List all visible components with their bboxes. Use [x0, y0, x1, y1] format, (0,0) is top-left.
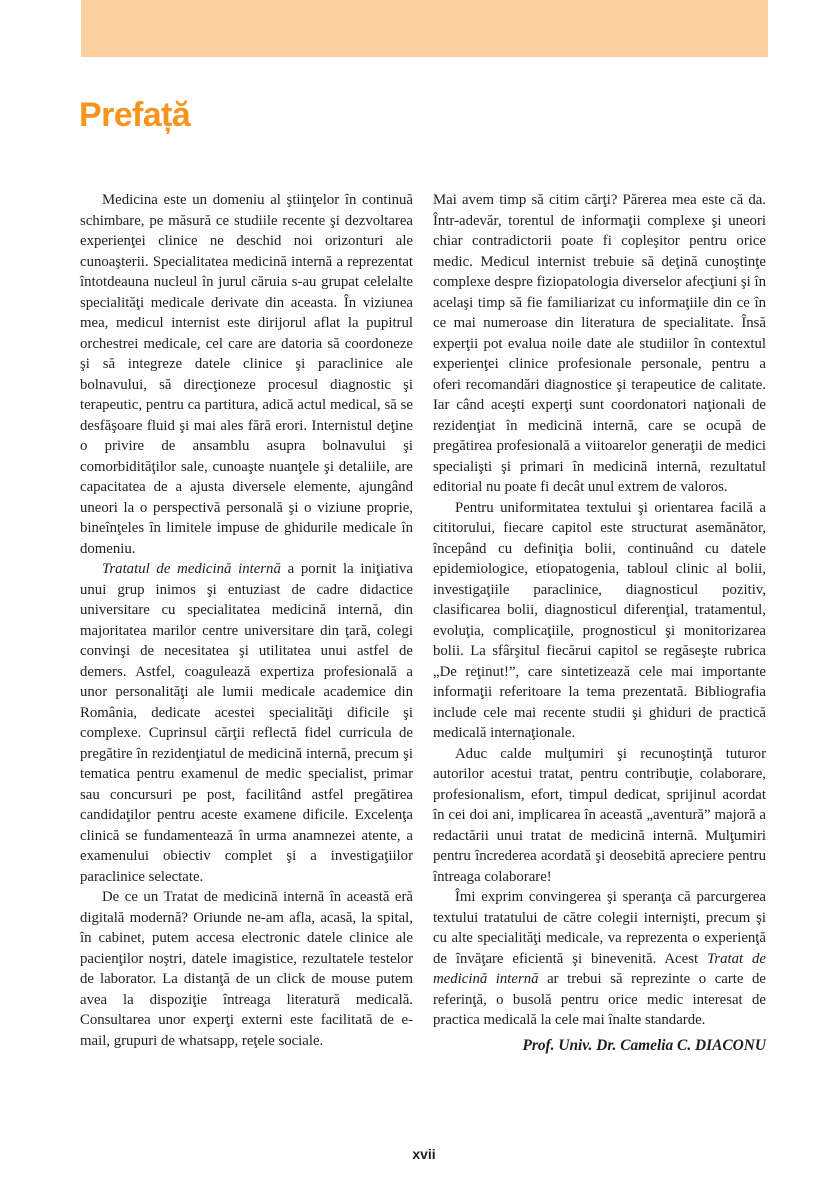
paragraph-tratat-origin	[80, 559, 413, 887]
left-column	[80, 190, 413, 1056]
paragraph-reading-time-text: Mai avem timp să citim cărţi? Părerea mea este că da. Într-adevăr, torentul de informaţii complexe şi uneori chiar contradictorii poate fi copleşitor pentru orice medic. Medicul internist trebuie să deţină cunoştinţe complexe despre fiziopatologia diverselor afecţiuni şi în acelaşi timp să fie familiarizat cu informaţiile din ce în ce mai numeroase din literatura de specialitate. Însă experţii pot evalua noile date ale studiilor în contextul experienţei clinice profesionale personale, pentru a oferi recomandări diagnostice şi terapeutice de calitate. Iar când aceşti experţi sunt coordonatori naţionali de rezidenţiat în medicină internă, care se ocupă de pregătirea profesională a viitoarelor generaţii de medici specialişti şi primari în medicină internă, rezultatul editorial nu poate fi decât unul extrem de valoros.	[433, 192, 766, 495]
paragraph-reading-time	[433, 190, 766, 498]
author-signature: Prof. Univ. Dr. Camelia C. DIACONU	[522, 1036, 766, 1054]
paragraph-digital-era-text: De ce un Tratat de medicină internă în această eră digitală modernă? Oriunde ne-am afla, acasă, la spital, în cabinet, putem accesa electronic datele clinice ale pacienţilor noştri, datele imagistice, rezultatele testelor de laborator. La distanţă de un click de mouse putem avea la dispoziţie întreaga literatură medicală. Consultarea unor experţi externi este facilitată de e-mail, grupuri de whatsapp, reţele sociale.	[80, 889, 413, 1049]
book-title-italic-2: Tratat de medicină internă	[433, 950, 766, 987]
book-title-italic: Tratatul de medicină internă	[102, 561, 281, 577]
paragraph-intro	[80, 190, 413, 559]
paragraph-closing-post: ar trebui să reprezinte o carte de referinţă, o busolă pentru orice medic interesat de practica medicală la cele mai înalte standarde.	[433, 971, 767, 1028]
paragraph-structure	[433, 498, 766, 744]
page-number: xvii	[412, 1146, 436, 1162]
paragraph-thanks-text: Aduc calde mulţumiri şi recunoştinţă tuturor autorilor acestui tratat, pentru contribuţie, colaborare, profesionalism, efort, timpul dedicat, sprijinul acordat în cei doi ani, implicarea în această „aventură” majoră a redactării unui tratat de medicină internă. Mulţumiri pentru încrederea acordată şi deosebită apreciere pentru întreaga colaborare!	[433, 745, 766, 885]
header-band	[81, 0, 768, 57]
text-columns	[80, 190, 766, 1056]
paragraph-intro-text: Medicina este un domeniu al ştiinţelor în continuă schimbare, pe măsură ce studiile recente şi dezvoltarea experienţei clinice ne deschid noi orizonturi ale cunoaşterii. Specialitatea medicină internă a reprezentat întotdeauna nucleul în jurul căruia s-au grupat celelalte specialităţi medicale derivate din aceasta. În viziunea mea, medicul internist este dirijorul aflat la pupitrul orchestrei medicale, cel care are datoria să coordoneze şi să integreze datele clinice şi paraclinice ale bolnavului, să direcţioneze procesul diagnostic şi terapeutic, pentru ca partitura, adică actul medical, să se desfăşoare fluid şi mai ales fără erori. Internistul deţine o privire de ansamblu asupra bolnavului şi comorbidităţilor sale, cunoaşte nuanţele şi detaliile, are capacitatea de a ajusta diversele elemente, ajungând uneori la o perspectivă personală şi o viziune proprie, bineînţeles în limitele impuse de ghidurile medicale în domeniu.	[80, 192, 413, 557]
page-title: Prefață	[79, 96, 191, 134]
paragraph-thanks	[433, 744, 766, 888]
paragraph-digital-era	[80, 887, 413, 1051]
paragraph-closing	[433, 887, 766, 1031]
paragraph-closing-pre: Îmi exprim convingerea şi speranţa că parcurgerea textului tratatului de către colegii internişti, precum şi cu alte specialităţi medicale, va reprezenta o experienţă de învăţare eficientă şi binevenită. Acest	[433, 889, 766, 967]
paragraph-structure-text: Pentru uniformitatea textului şi orientarea facilă a cititorului, fiecare capitol este structurat asemănător, începând cu definiţia bolii, continuând cu datele epidemiologice, etiopatogenia, tabloul clinic al bolii, investigaţiile paraclinice, diagnosticul pozitiv, clasificarea bolii, diagnosticul diferenţial, tratamentul, evoluţia, complicaţiile, prognosticul şi monitorizarea bolii. La sfârşitul fiecărui capitol se regăseşte rubrica „De reţinut!”, care sintetizează cele mai importante informaţii referitoare la tema prezentată. Bibliografia include cele mai recente studii şi ghiduri de practică medicală internaţionale.	[433, 499, 766, 741]
paragraph-tratat-origin-text: a pornit la iniţiativa unui grup inimos şi entuziast de cadre didactice universitare cu specialitatea medicină internă, din majoritatea marilor centre universitare din ţară, colegi convinşi de necesitatea şi utilitatea unui astfel de demers. Astfel, coagulează expertiza profesională a unor personalităţi ale lumii medicale academice din România, dedicate acestei specialităţi dificile şi complexe. Cuprinsul cărţii reflectă fidel curricula de pregătire în rezidenţiatul de medicină internă, precum şi tematica pentru examenul de medic specialist, primar sau concursuri pe post, facilitând astfel pregătirea candidaţilor pentru aceste examene dificile. Excelenţa clinică se fundamentează în urma anamnezei atente, a examenului obiectiv complet şi a investigaţiilor paraclinice selectate.	[80, 561, 413, 885]
right-column	[433, 190, 766, 1056]
